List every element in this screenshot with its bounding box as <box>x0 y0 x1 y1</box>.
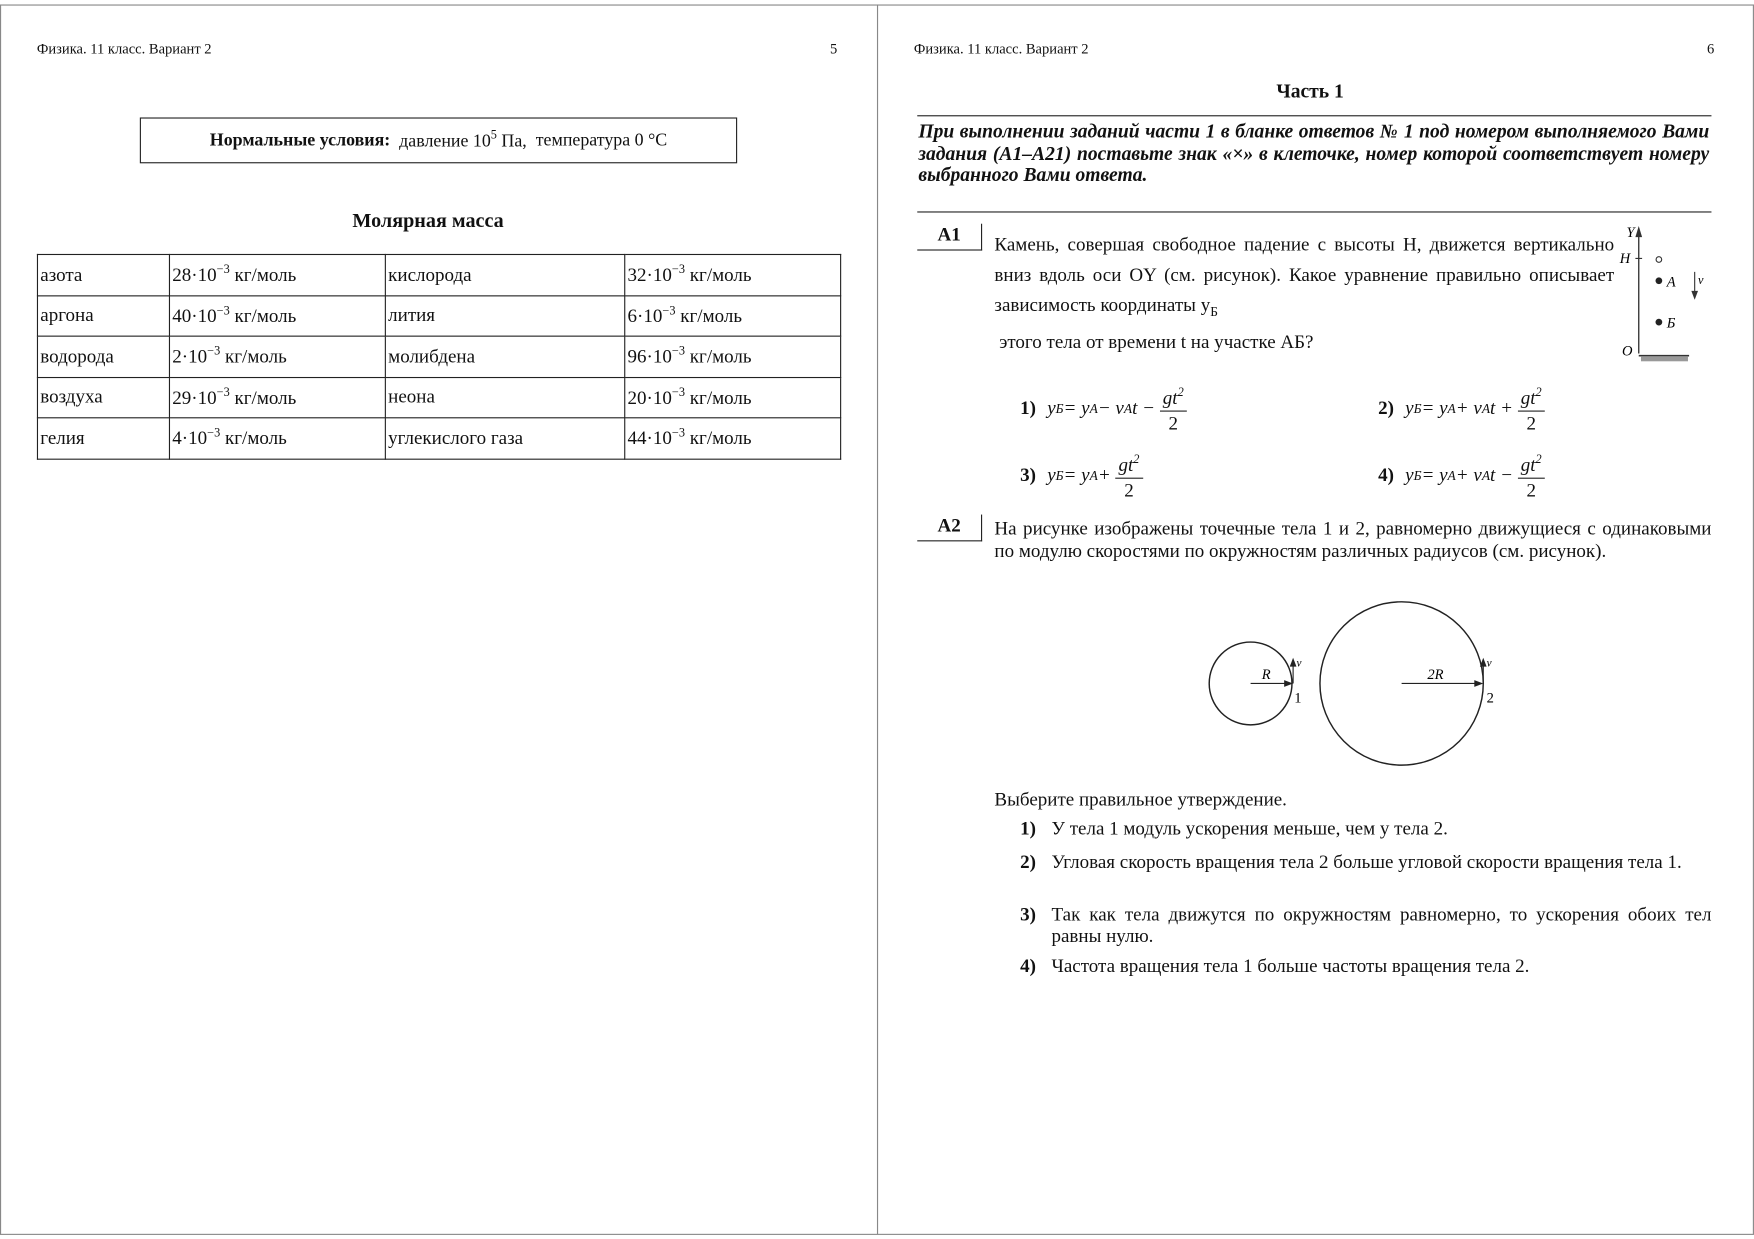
svg-text:R: R <box>1261 666 1271 683</box>
velocity-label: v <box>1698 273 1704 288</box>
question-text-a2: На рисунке изображены точечные тела 1 и 2, равномерно движущиеся с одинаковыми по модулю скоростями по окружностям различных радиусов (см. рисунок). <box>994 517 1712 561</box>
answer-option-a2 <box>1020 955 1711 976</box>
table-row <box>37 254 840 295</box>
substance-name: углекислого газа <box>385 418 624 459</box>
page-number: 5 <box>830 40 838 58</box>
page-number-right: 6 <box>1706 40 1715 58</box>
substance-name: лития <box>385 295 624 336</box>
molar-mass-table <box>37 254 841 459</box>
a2-prompt: Выберите правильное утверждение. <box>994 788 1287 810</box>
substance-name: гелия <box>37 418 169 459</box>
svg-text:Б: Б <box>1666 315 1676 332</box>
answer-option-a2 <box>1020 851 1711 872</box>
axis-y-label: Y <box>1626 225 1635 242</box>
falling-stone-figure <box>1611 221 1714 364</box>
point-b <box>1656 319 1663 326</box>
molar-mass-value: $4\cdot 10^{-3}$ кг/моль <box>169 418 385 459</box>
molar-mass-value: $2\cdot 10^{-3}$ кг/моль <box>169 336 385 377</box>
substance-name: кислорода <box>385 254 624 295</box>
svg-text:A: A <box>1666 274 1676 291</box>
substance-name: воздуха <box>37 377 169 418</box>
height-label: H <box>1619 250 1631 267</box>
option-text: Угловая скорость вращения тела 2 больше угловой скорости вращения тела 1. <box>1051 851 1682 873</box>
left-page <box>0 4 878 1234</box>
option-number: 2) <box>1020 851 1037 873</box>
option-text: У тела 1 модуль ускорения меньше, чем у тела 2. <box>1051 817 1448 839</box>
molar-mass-value: $40\cdot 10^{-3}$ кг/моль <box>169 295 385 336</box>
option-text: Так как тела движутся по окружностям равномерно, то ускорения обоих тел равны нулю. <box>1051 903 1712 947</box>
answer-option-a1: 2) y Б = y A + v A t + $\frac{gt^2}{2}$ <box>1378 380 1545 436</box>
pressure: давление $10^5$ Па, <box>399 128 527 152</box>
normal-conditions-box <box>140 117 737 163</box>
question-label-a2: А2 <box>917 515 982 542</box>
substance-name: азота <box>37 254 169 295</box>
divider <box>917 115 1711 116</box>
svg-text:v: v <box>1296 657 1302 670</box>
substance-name: неона <box>385 377 624 418</box>
instructions: При выполнении заданий части 1 в бланке ответов № 1 под номером выполняемого Вами задания (А1–А21) поставьте знак «×» в клеточке, номер которой соответствует номеру выбранного Вами ответа. <box>918 119 1710 186</box>
svg-text:2R: 2R <box>1427 666 1444 683</box>
divider <box>917 211 1711 212</box>
answer-option-a2 <box>1020 904 1711 947</box>
molar-mass-value: $20\cdot 10^{-3}$ кг/моль <box>625 377 841 418</box>
option-text: Частота вращения тела 1 больше частоты вращения тела 2. <box>1051 955 1530 977</box>
origin-label: O <box>1621 343 1633 360</box>
svg-text:2: 2 <box>1486 690 1494 707</box>
point-a <box>1656 277 1663 284</box>
option-number: 1) <box>1020 817 1037 839</box>
molar-mass-title: Молярная масса <box>352 209 504 232</box>
molar-mass-value: $28\cdot 10^{-3}$ кг/моль <box>169 254 385 295</box>
answer-option-a1: 4) y Б = y A + v A t − $\frac{gt^2}{2}$ <box>1378 447 1545 503</box>
question-text-a1: Камень, совершая свободное падение с высоты H, движется вертикально вниз вдоль оси OY (см. рисунок). Какое уравнение правильно описывает зависимость координаты $y_Б$ этого тела от времени t на участке АБ? <box>994 233 1615 353</box>
circles-figure <box>1197 593 1510 772</box>
molar-mass-value: $32\cdot 10^{-3}$ кг/моль <box>625 254 841 295</box>
svg-text:1: 1 <box>1294 690 1302 707</box>
table-row <box>37 418 840 459</box>
answer-option-a1: 1) y Б = y A − v A t − $\frac{gt^2}{2}$ <box>1020 380 1187 436</box>
temperature: температура 0 °C <box>535 130 668 150</box>
substance-name: молибдена <box>385 336 624 377</box>
substance-name: аргона <box>37 295 169 336</box>
substance-name: водорода <box>37 336 169 377</box>
svg-text:v: v <box>1486 657 1492 670</box>
answer-option-a1: 3) y Б = y A + $\frac{gt^2}{2}$ <box>1020 447 1143 503</box>
question-label-a1: А1 <box>917 224 982 251</box>
option-number: 4) <box>1020 955 1037 977</box>
normal-conditions-label: Нормальные условия: <box>209 130 391 150</box>
answer-option-a2 <box>1020 818 1711 839</box>
table-row <box>37 295 840 336</box>
molar-mass-value: $96\cdot 10^{-3}$ кг/моль <box>625 336 841 377</box>
table-row <box>37 377 840 418</box>
part-title: Часть 1 <box>1276 79 1344 102</box>
option-number: 3) <box>1020 903 1037 926</box>
table-row <box>37 336 840 377</box>
molar-mass-value: $29\cdot 10^{-3}$ кг/моль <box>169 377 385 418</box>
molar-mass-value: $6\cdot 10^{-3}$ кг/моль <box>625 295 841 336</box>
page-header: Физика. 11 класс. Вариант 2 <box>36 40 212 58</box>
page-header-right: Физика. 11 класс. Вариант 2 <box>913 40 1089 58</box>
molar-mass-value: $44\cdot 10^{-3}$ кг/моль <box>625 418 841 459</box>
